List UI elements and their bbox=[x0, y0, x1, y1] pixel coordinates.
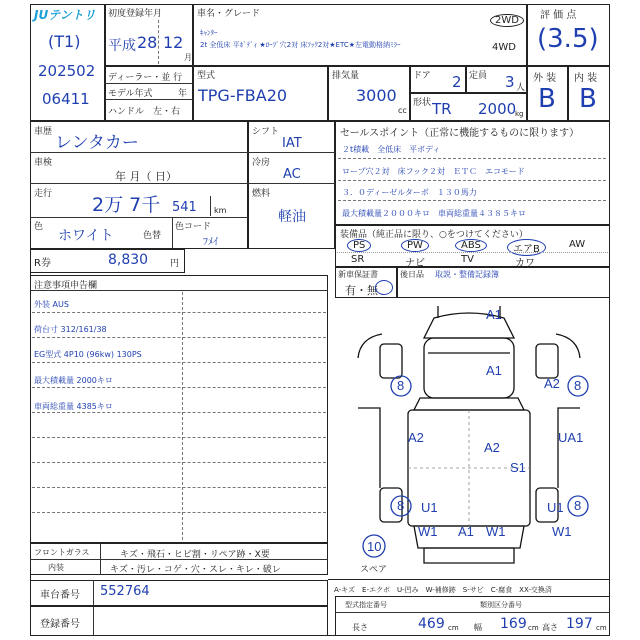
load-unit: kg bbox=[515, 110, 524, 118]
dealer-label: ディーラー・並 行 bbox=[108, 73, 183, 83]
length-unit: cm bbox=[448, 624, 459, 632]
notes-label: 注意事項申告欄 bbox=[34, 281, 98, 291]
length-val: 469 bbox=[418, 616, 445, 632]
mark-center-s1: S1 bbox=[510, 460, 526, 475]
reg-label: 登録番号 bbox=[40, 619, 80, 630]
notes-rule-2 bbox=[32, 337, 326, 338]
note-line-1: 外装 AUS bbox=[34, 300, 69, 309]
sales-line-3: ３．０ディーゼルターボ １３０馬力 bbox=[342, 188, 477, 197]
mark-left-rear-u1: U1 bbox=[421, 500, 438, 515]
sales-rule2 bbox=[338, 180, 606, 181]
displacement-unit: cc bbox=[398, 106, 407, 115]
mark-front-top: A1 bbox=[486, 307, 502, 322]
mark-rear-w1-right: W1 bbox=[486, 524, 506, 539]
height-unit: cm bbox=[596, 624, 607, 632]
width-val: 169 bbox=[500, 616, 527, 632]
capacity-val: 3 bbox=[505, 73, 515, 91]
warranty-val: 有・無 bbox=[345, 284, 378, 297]
notes-rule-7 bbox=[32, 462, 326, 463]
interior-val: B bbox=[579, 84, 597, 114]
mark-rear-a1: A1 bbox=[458, 524, 474, 539]
glass-divider bbox=[100, 543, 101, 575]
equip-tv: TV bbox=[461, 254, 474, 265]
mark-hood: A1 bbox=[486, 363, 502, 378]
equipment-label: 装備品（純正品に限り、○をつけてください） bbox=[340, 230, 528, 240]
cert-label-1: 型式指定番号 bbox=[345, 601, 387, 609]
equip-sr: SR bbox=[351, 254, 365, 265]
equip-pw: PW bbox=[401, 239, 429, 252]
shift-sep2 bbox=[248, 183, 335, 184]
color-change-label: 色替 bbox=[143, 231, 162, 241]
drive-2wd: 2WD bbox=[490, 14, 524, 27]
lot-number: 202502 bbox=[38, 62, 96, 80]
cert-label-2: 類別区分番号 bbox=[480, 601, 522, 609]
mark-left-front: 8 bbox=[397, 378, 405, 393]
manual-val: 取説・整備記録簿 bbox=[435, 270, 499, 279]
mark-spare: 10 bbox=[367, 539, 382, 554]
notes-rule-3 bbox=[32, 362, 326, 363]
model-year-label: モデル年式 bbox=[108, 89, 153, 99]
shape-label: 形状 bbox=[413, 98, 432, 108]
notes-rule-5 bbox=[32, 412, 326, 413]
glass-sep bbox=[30, 559, 328, 560]
rating-label: 評 価 点 bbox=[540, 10, 577, 21]
logo: JUテントリ bbox=[34, 8, 96, 22]
manual-label: 後日品 bbox=[400, 270, 424, 279]
equip-ps: PS bbox=[347, 239, 371, 252]
mileage-val: 2万 7千 bbox=[92, 194, 161, 216]
car-name-label: 車名・グレード bbox=[197, 9, 261, 19]
mark-right-front: 8 bbox=[574, 378, 582, 393]
front-glass-label: フロントガラス bbox=[34, 548, 90, 557]
first-reg-year: 28 bbox=[137, 33, 158, 52]
color-val: ホワイト bbox=[58, 228, 114, 244]
notes-head-sep bbox=[30, 290, 328, 291]
mark-right-side: UA1 bbox=[558, 430, 584, 445]
interior-cond-val: キズ・汚レ・コゲ・穴・スレ・キレ・破レ bbox=[110, 565, 281, 575]
chassis-label: 車台番号 bbox=[40, 590, 80, 601]
notes-rule-6 bbox=[32, 437, 326, 438]
note-line-3: EG型式 4P10 (96kw) 130PS bbox=[34, 350, 142, 359]
interior-cond-label: 内装 bbox=[48, 563, 64, 572]
color-divider bbox=[172, 217, 173, 249]
equip-abs: ABS bbox=[455, 239, 487, 252]
mark-right-rear-u1: U1 bbox=[547, 500, 564, 515]
recycle-unit: 円 bbox=[170, 259, 180, 269]
notes-rule-8 bbox=[32, 487, 326, 488]
equip-navi: ナビ bbox=[405, 258, 425, 269]
note-line-2: 荷台寸 312/161/38 bbox=[34, 325, 107, 334]
load-val: 2000 bbox=[478, 100, 517, 118]
width-unit: cm bbox=[528, 624, 539, 632]
sales-label: セールスポイント（正常に機能するものに限ります） bbox=[340, 128, 580, 139]
sales-line-4: 最大積載量２０００キロ 車両総重量４３８５キロ bbox=[342, 209, 526, 218]
doors-val: 2 bbox=[452, 73, 462, 91]
mileage-unit: km bbox=[214, 206, 227, 215]
sales-line-2: ロープ穴２対 床フック２対 ＥＴＣ エコモード bbox=[342, 167, 525, 176]
shift-val: IAT bbox=[282, 136, 302, 151]
capacity-label: 定員 bbox=[469, 71, 488, 81]
shape-val: TR bbox=[432, 100, 452, 118]
type-label: 型式 bbox=[197, 71, 216, 81]
exterior-label: 外 装 bbox=[533, 73, 557, 84]
equip-aw: AW bbox=[569, 239, 586, 250]
notes-rule-1 bbox=[32, 312, 326, 313]
doors-label: ドア bbox=[413, 71, 431, 81]
history-val: レンタカー bbox=[55, 133, 139, 153]
capacity-unit: 人 bbox=[516, 83, 526, 93]
inspection-val: 年 月（ 日） bbox=[115, 170, 177, 183]
ac-val: AC bbox=[283, 167, 301, 182]
first-reg-month-unit: 月 bbox=[184, 53, 192, 62]
color-code-label: 色コード bbox=[175, 222, 212, 232]
front-glass-val: キズ・飛石・ヒビ割・リペア跡・X要 bbox=[120, 550, 270, 560]
equip-airbag: エアB bbox=[507, 239, 546, 256]
reg-divider bbox=[158, 20, 159, 64]
history-sep3 bbox=[30, 217, 248, 218]
warranty-circle bbox=[375, 280, 393, 295]
recycle-label: R券 bbox=[34, 258, 51, 269]
color-code-val: ﾌﾒｲ bbox=[203, 237, 218, 248]
lot-prefix: (T1) bbox=[48, 32, 81, 51]
handle-val: 左・右 bbox=[153, 107, 181, 117]
dealer-sep2 bbox=[105, 99, 193, 100]
car-name-line1: ｷｬﾝﾀｰ bbox=[200, 29, 218, 37]
history-label: 車歴 bbox=[34, 127, 53, 137]
height-label: 高さ bbox=[542, 623, 558, 632]
mark-right-front-a2: A2 bbox=[544, 376, 560, 391]
notes-rule-4 bbox=[32, 387, 326, 388]
length-label: 長さ bbox=[352, 623, 368, 632]
width-label: 幅 bbox=[474, 623, 482, 632]
chassis-val: 552764 bbox=[100, 584, 150, 599]
drive-4wd: 4WD bbox=[492, 42, 516, 53]
warranty-label: 新車保証書 bbox=[338, 270, 378, 279]
manual-box bbox=[397, 267, 610, 298]
history-sep2 bbox=[30, 183, 248, 184]
mileage-sub: 541 bbox=[172, 200, 197, 215]
mileage-label: 走行 bbox=[34, 189, 53, 199]
type-val: TPG-FBA20 bbox=[198, 86, 288, 105]
spare-label: スペア bbox=[360, 565, 388, 575]
fuel-label: 燃料 bbox=[252, 189, 271, 199]
inspection-label: 車検 bbox=[34, 158, 53, 168]
mark-left-side: A2 bbox=[408, 430, 424, 445]
car-name-line2: 2t 全低床 平ﾎﾞﾃﾞｨ ★ﾛｰﾌﾟ穴2対 床ﾌｯｸ2対★ETC★左電動格納ﾐﾗｰ bbox=[200, 41, 401, 49]
dealer-sep1 bbox=[105, 83, 193, 84]
mark-center: A2 bbox=[484, 440, 500, 455]
color-label: 色 bbox=[34, 222, 44, 232]
shift-label: シフト bbox=[252, 127, 280, 137]
first-reg-label: 初度登録年月 bbox=[108, 9, 163, 19]
rating-value: (3.5) bbox=[537, 24, 599, 54]
notes-rule-9 bbox=[32, 512, 326, 513]
equip-rule bbox=[337, 252, 608, 253]
mark-right-rear-w1: W1 bbox=[552, 524, 572, 539]
note-line-5: 車両総重量 4385キロ bbox=[34, 402, 113, 411]
interior-label: 内 装 bbox=[574, 73, 598, 84]
history-sep1 bbox=[30, 152, 248, 153]
dims-sep bbox=[335, 612, 610, 613]
fuel-val: 軽油 bbox=[278, 209, 306, 225]
handle-label: ハンドル bbox=[108, 107, 145, 117]
note-line-4: 最大積載量 2000キロ bbox=[34, 376, 113, 385]
sales-line-1: ２t積載 全低床 平ボディ bbox=[342, 145, 441, 154]
model-year-val: 年 bbox=[178, 89, 188, 99]
sales-rule1 bbox=[338, 158, 606, 159]
equipment-grid bbox=[337, 238, 608, 269]
shift-sep1 bbox=[248, 152, 335, 153]
sales-rule3 bbox=[338, 200, 606, 201]
first-reg-era: 平成 bbox=[108, 38, 136, 54]
exterior-val: B bbox=[538, 84, 556, 114]
mark-right-rear: 8 bbox=[574, 498, 582, 513]
notes-col-divider bbox=[182, 292, 183, 540]
damage-legend: A-キズ E-エクボ U-凹み W-補修跡 S-サビ C-腐食 XX-交換済 bbox=[334, 586, 552, 594]
ac-label: 冷房 bbox=[252, 158, 271, 168]
mark-rear-w1-left: W1 bbox=[418, 524, 438, 539]
recycle-val: 8,830 bbox=[108, 252, 149, 268]
lot-sub: 06411 bbox=[42, 90, 90, 108]
mark-left-rear: 8 bbox=[397, 498, 405, 513]
first-reg-month: 12 bbox=[163, 33, 184, 52]
height-val: 197 bbox=[566, 616, 593, 632]
mileage-divider bbox=[210, 196, 211, 216]
displacement-label: 排気量 bbox=[332, 71, 360, 81]
displacement-val: 3000 bbox=[356, 86, 397, 105]
equip-leather: カワ bbox=[515, 258, 535, 269]
